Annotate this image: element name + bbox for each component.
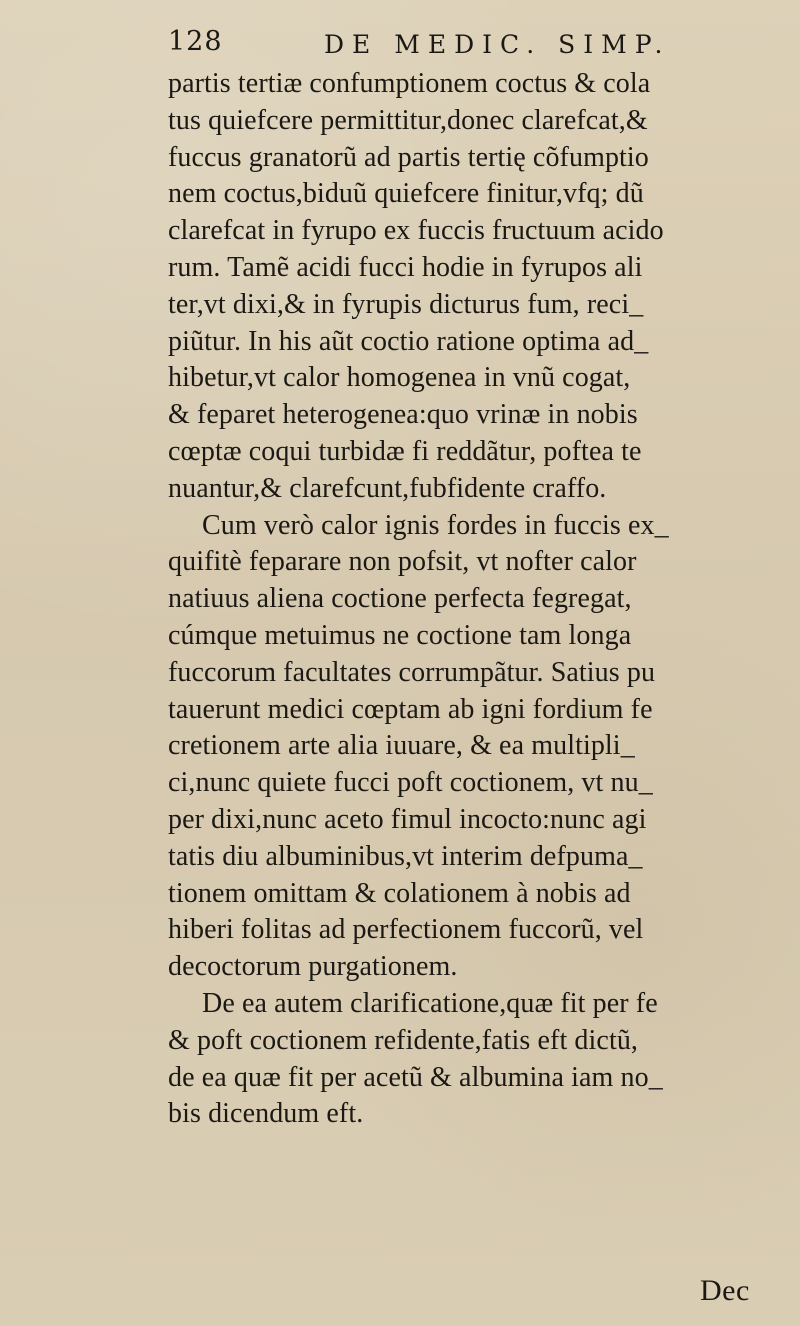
text-line: hiberi folitas ad perfectionem fuccorũ, vel: [168, 914, 644, 946]
text-line: Cum verò calor ignis fordes in fuccis ex_: [202, 509, 669, 541]
text-line: fuccorum facultates corrumpãtur. Satius pu: [168, 656, 656, 688]
text-line: fuccus granatorũ ad partis tertię cõfumptio: [168, 141, 649, 173]
text-line: nuantur,& clarefcunt,fubfidente craffo.: [168, 472, 607, 504]
text-line: nem coctus,biduũ quiefcere finitur,vfq; dũ: [168, 178, 644, 210]
text-line: cúmque metuimus ne coctione tam longa: [168, 619, 632, 651]
page-header: [146, 18, 671, 70]
text-line: ter,vt dixi,& in fyrupis dicturus fum, reci_: [168, 288, 644, 320]
catchword: Dec: [700, 1274, 750, 1307]
text-line: tauerunt medici cœptam ab igni fordium fe: [168, 693, 653, 725]
text-line: bis dicendum eft.: [168, 1098, 364, 1130]
text-line: hibetur,vt calor homogenea in vnũ cogat,: [168, 362, 631, 394]
text-line: tus quiefcere permittitur,donec clarefcat,&: [168, 104, 648, 136]
text-line: & poft coctionem refidente,fatis eft dictũ,: [168, 1024, 639, 1056]
text-line: partis tertiæ confumptionem coctus & cola: [168, 68, 651, 99]
text-line: piũtur. In his aũt coctio ratione optima ad_: [168, 325, 649, 357]
text-line: & feparet heterogenea:quo vrinæ in nobis: [168, 399, 638, 431]
text-line: cretionem arte alia iuuare, & ea multipli_: [168, 730, 635, 762]
text-line: tionem omittam & colationem à nobis ad: [168, 877, 631, 909]
running-head: DE MEDIC. SIMP.: [324, 30, 671, 59]
text-line: natiuus aliena coctione perfecta fegregat,: [168, 583, 632, 615]
text-line: de ea quæ fit per acetũ & albumina iam no_: [168, 1061, 663, 1093]
page-number: 128: [168, 26, 223, 57]
text-line: De ea autem clarificatione,quæ fit per fe: [202, 987, 658, 1019]
text-line: cœptæ coqui turbidæ fi reddãtur, poftea te: [168, 435, 642, 467]
text-line: decoctorum purgationem.: [168, 951, 458, 983]
text-line: rum. Tamẽ acidi fucci hodie in fyrupos ali: [168, 251, 643, 283]
text-line: quifitè feparare non pofsit, vt nofter calor: [168, 546, 637, 578]
text-line: tatis diu albuminibus,vt interim defpuma_: [168, 840, 643, 872]
main-text-block: [168, 66, 778, 1133]
text-line: per dixi,nunc aceto fimul incocto:nunc agi: [168, 803, 647, 835]
text-line: clarefcat in fyrupo ex fuccis fructuum acido: [168, 215, 664, 247]
text-line: ci,nunc quiete fucci poft coctionem, vt nu_: [168, 767, 653, 799]
